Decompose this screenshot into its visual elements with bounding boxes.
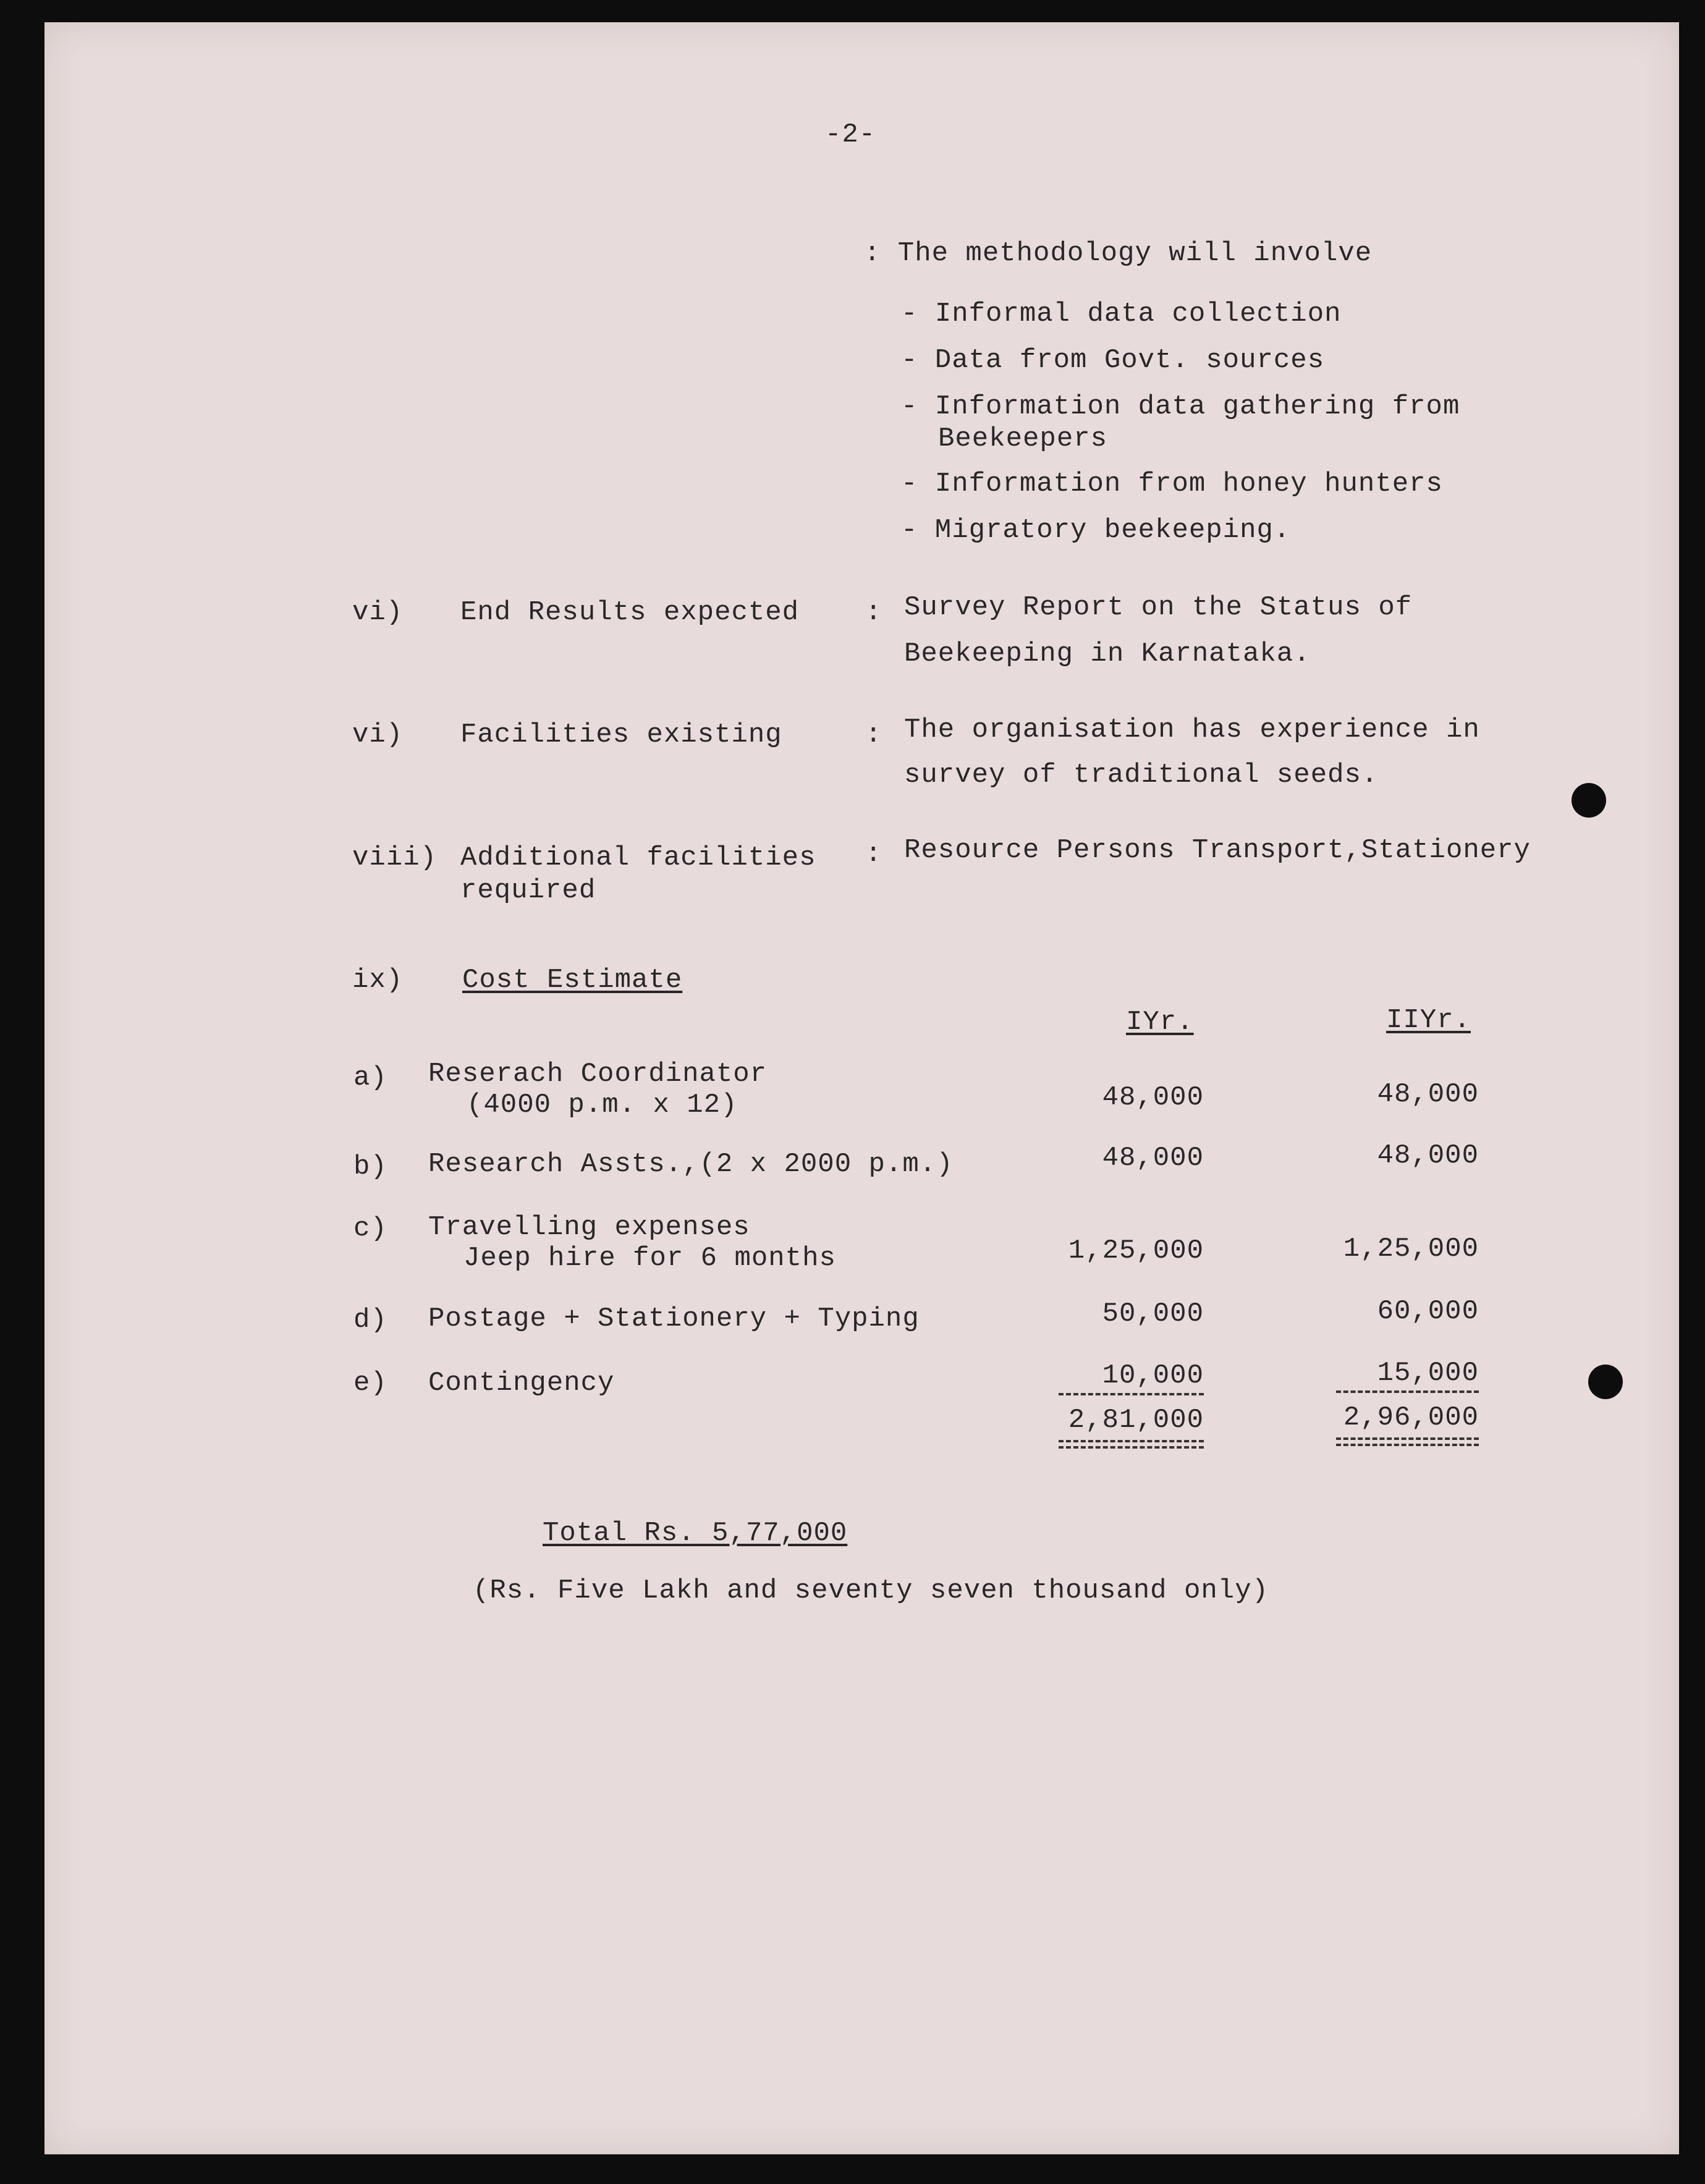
col-header-year1: IYr.: [1126, 1007, 1194, 1038]
cost-estimate-title: Cost Estimate: [462, 965, 683, 996]
grand-total: Total Rs. 5,77,000: [543, 1518, 848, 1549]
row-label-cont: (4000 p.m. x 12): [467, 1090, 738, 1120]
section-number: viii): [352, 842, 438, 873]
section-number: vi): [352, 719, 404, 750]
punch-hole-top: [1572, 783, 1606, 818]
row-value-year1: 50,000: [1102, 1298, 1204, 1329]
section-label-cont: required: [460, 875, 596, 906]
section-number: vi): [352, 597, 404, 628]
row-letter: b): [353, 1151, 387, 1182]
methodology-item-cont: Beekeepers: [938, 423, 1108, 454]
subtotal-double-rule-year2: [1336, 1437, 1479, 1440]
row-label: Research Assts.,(2 x 2000 p.m.): [428, 1149, 954, 1180]
section-number: ix): [352, 965, 404, 996]
row-value-year1: 48,000: [1102, 1143, 1204, 1174]
row-value-year2: 1,25,000: [1343, 1234, 1479, 1264]
total-in-words: (Rs. Five Lakh and seventy seven thousand only): [473, 1575, 1269, 1606]
subtotal-double-rule-year2: [1336, 1444, 1479, 1446]
methodology-intro: : The methodology will involve: [864, 238, 1373, 269]
section-value: The organisation has experience in: [904, 714, 1480, 745]
subtotal-double-rule-year1: [1059, 1446, 1204, 1449]
row-value-year2: 48,000: [1377, 1140, 1479, 1171]
row-label: Reserach Coordinator: [428, 1059, 768, 1090]
punch-hole-bottom: [1588, 1365, 1623, 1399]
page-number: -2-: [825, 119, 876, 150]
row-letter: a): [353, 1062, 387, 1093]
row-value-year2: 15,000: [1377, 1358, 1479, 1389]
row-value-year1: 48,000: [1102, 1082, 1204, 1113]
subtotal-year2: 2,96,000: [1343, 1402, 1479, 1433]
row-label-cont: Jeep hire for 6 months: [463, 1243, 836, 1274]
row-value-year2: 48,000: [1377, 1079, 1479, 1110]
row-value-year1: 1,25,000: [1068, 1235, 1204, 1266]
subtotal-year1: 2,81,000: [1068, 1405, 1204, 1436]
row-value-year2: 60,000: [1377, 1296, 1479, 1327]
row-letter: c): [353, 1213, 387, 1244]
section-value: Resource Persons Transport,Stationery: [904, 835, 1531, 866]
section-colon: :: [865, 719, 882, 750]
section-colon: :: [865, 597, 882, 628]
col-header-year2: IIYr.: [1386, 1005, 1471, 1036]
row-letter: d): [353, 1305, 387, 1335]
section-value: Beekeeping in Karnataka.: [904, 638, 1311, 669]
methodology-item: - Data from Govt. sources: [901, 345, 1325, 376]
row-value-year1: 10,000: [1102, 1360, 1204, 1391]
section-label: Facilities existing: [460, 719, 782, 750]
row-label: Contingency: [428, 1368, 615, 1399]
subtotal-rule-year2: [1336, 1390, 1479, 1393]
methodology-item: - Migratory beekeeping.: [901, 515, 1291, 546]
section-value: Survey Report on the Status of: [904, 592, 1413, 623]
section-label: Additional facilities: [460, 842, 816, 873]
methodology-item: - Informal data collection: [901, 298, 1342, 329]
subtotal-rule-year1: [1059, 1393, 1204, 1395]
methodology-item: - Information from honey hunters: [901, 468, 1443, 499]
section-colon: :: [865, 839, 882, 870]
section-label: End Results expected: [460, 597, 800, 628]
methodology-item: - Information data gathering from: [901, 391, 1460, 422]
row-label: Postage + Stationery + Typing: [428, 1303, 920, 1334]
section-value: survey of traditional seeds.: [904, 760, 1379, 790]
subtotal-double-rule-year1: [1059, 1440, 1204, 1442]
row-label: Travelling expenses: [428, 1212, 750, 1243]
row-letter: e): [353, 1368, 387, 1399]
